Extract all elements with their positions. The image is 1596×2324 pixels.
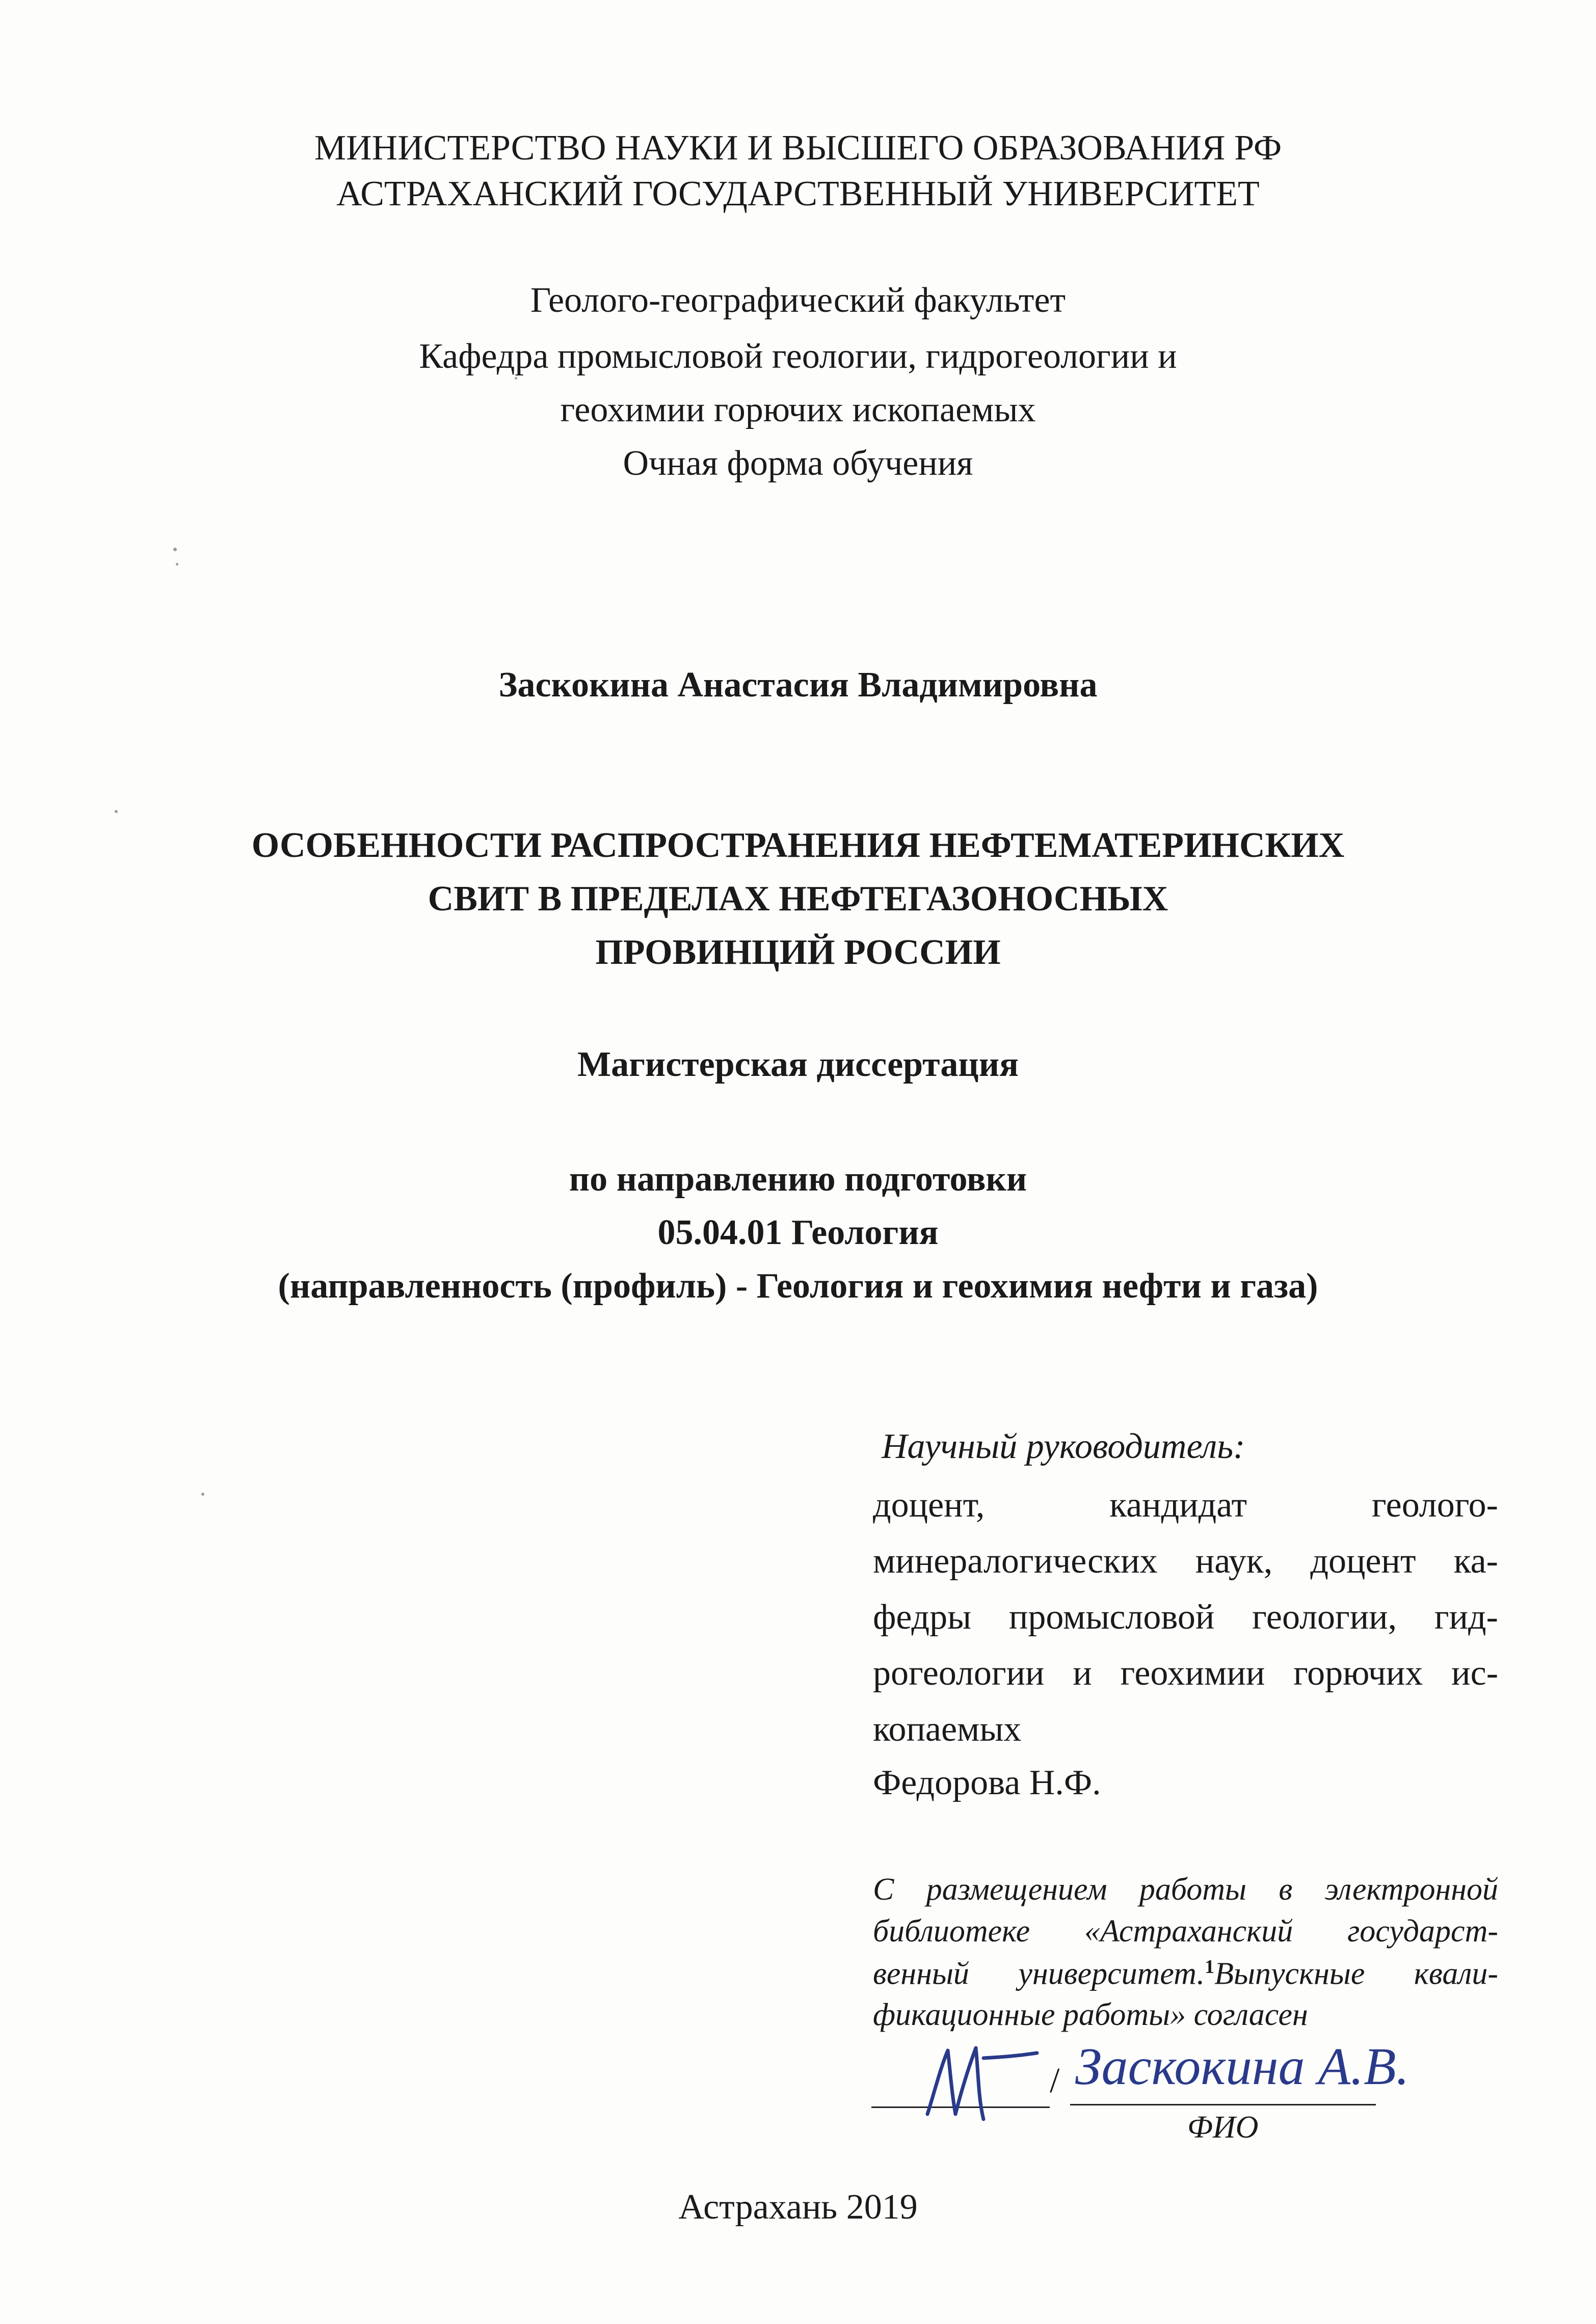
- university-heading: АСТРАХАНСКИЙ ГОСУДАРСТВЕННЫЙ УНИВЕРСИТЕТ: [336, 174, 1260, 213]
- consent-line-4: фикационные работы» согласен: [873, 1997, 1308, 2032]
- scan-speck: [515, 377, 517, 380]
- scan-speck: [201, 1493, 204, 1496]
- direction-label: по направлению подготовки: [569, 1159, 1027, 1199]
- work-type: Магистерская диссертация: [577, 1045, 1019, 1084]
- name-line: [1070, 2104, 1376, 2105]
- department-line-1: Кафедра промысловой геологии, гидрогеологии и: [419, 337, 1177, 376]
- faculty-name: Геолого-географический факультет: [530, 281, 1066, 320]
- consent-line-1: С размещением работы в электронной: [873, 1872, 1498, 1907]
- supervisor-line-5: копаемых: [873, 1710, 1022, 1749]
- scan-speck: [115, 810, 118, 813]
- supervisor-line-1: доцент, кандидат геолого-: [873, 1485, 1498, 1525]
- ministry-heading: МИНИСТЕРСТВО НАУКИ И ВЫСШЕГО ОБРАЗОВАНИЯ РФ: [314, 128, 1282, 168]
- handwritten-signature: [912, 2038, 1045, 2124]
- consent-line-2: библиотеке «Астраханский государст-: [873, 1914, 1498, 1949]
- scan-speck: [176, 563, 178, 565]
- direction-profile: (направленность (профиль) - Геология и геохимия нефти и газа): [278, 1266, 1318, 1306]
- consent-line-3: венный университет.$^1$Выпускные квали-: [873, 1956, 1499, 1991]
- thesis-title-line-1: ОСОБЕННОСТИ РАСПРОСТРАНЕНИЯ НЕФТЕМАТЕРИНСКИХ: [251, 826, 1345, 865]
- supervisor-name: Федорова Н.Ф.: [873, 1763, 1101, 1802]
- thesis-title-line-2: СВИТ В ПРЕДЕЛАХ НЕФТЕГАЗОНОСНЫХ: [428, 879, 1168, 918]
- scan-speck: [173, 548, 177, 551]
- study-form: Очная форма обучения: [623, 444, 973, 483]
- supervisor-line-2: минералогических наук, доцент ка-: [873, 1542, 1498, 1581]
- footnote-mark: 1: [1205, 1956, 1215, 1978]
- city-year: Астрахань 2019: [678, 2187, 918, 2227]
- supervisor-line-4: рогеологии и геохимии горючих ис-: [873, 1654, 1498, 1693]
- direction-code: 05.04.01 Геология: [657, 1213, 939, 1252]
- handwritten-name: Заскокина А.В.: [1075, 2037, 1409, 2096]
- author-name: Заскокина Анастасия Владимировна: [498, 665, 1098, 705]
- supervisor-line-3: федры промысловой геологии, гид-: [873, 1598, 1498, 1637]
- department-line-2: геохимии горючих ископаемых: [560, 390, 1036, 429]
- name-caption: ФИО: [1187, 2110, 1259, 2145]
- thesis-title-line-3: ПРОВИНЦИЙ РОССИИ: [595, 933, 1001, 972]
- supervisor-label: Научный руководитель:: [882, 1427, 1245, 1466]
- signature-separator: /: [1050, 2061, 1060, 2100]
